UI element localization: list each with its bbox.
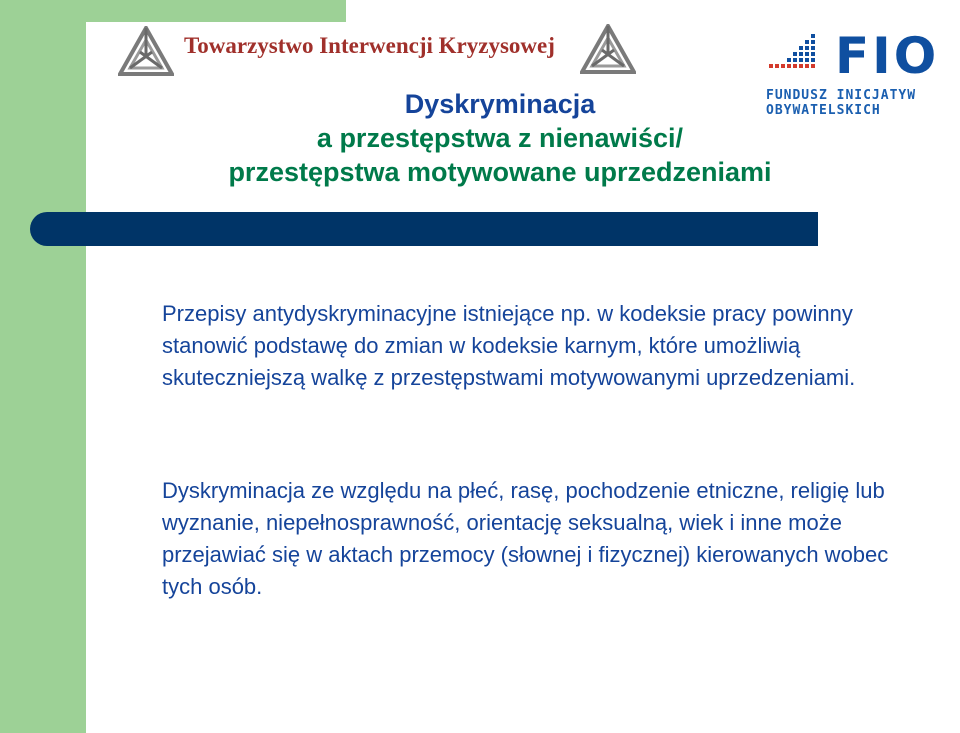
page-title	[150, 87, 850, 189]
left-decor-band	[0, 0, 86, 733]
fio-logo-text: FIO	[835, 27, 940, 85]
organization-name: Towarzystwo Interwencji Kryzysowej	[184, 33, 555, 58]
fio-subtitle-line2: OBYWATELSKICH	[766, 103, 881, 118]
title-line-3: przestępstwa motywowane uprzedzeniami	[228, 157, 772, 187]
triangle-logo-icon	[118, 26, 174, 76]
title-line-2: a przestępstwa z nienawiści/	[316, 123, 684, 153]
paragraph-1: Przepisy antydyskryminacyjne istniejące np. w kodeksie pracy powinny stanowić podstawę do zmian w kodeksie karnym, które umożliwią skuteczniejszą walkę z przestępstwami motywowanymi uprzedzeniami.	[162, 301, 856, 390]
paragraph-2: Dyskryminacja ze względu na płeć, rasę, pochodzenie etniczne, religię lub wyznanie, niepełnosprawność, orientację seksualną, wiek i inne może przejawiać się w aktach przemocy (słownej i fizycznej) kierowanych wobec tych osób.	[162, 478, 889, 599]
divider-bar	[30, 212, 818, 246]
top-decor-band	[0, 0, 346, 22]
triangle-logo-icon	[580, 24, 636, 74]
fio-subtitle-line1: FUNDUSZ INICJATYW	[766, 88, 917, 103]
title-line-1: Dyskryminacja	[404, 89, 596, 119]
